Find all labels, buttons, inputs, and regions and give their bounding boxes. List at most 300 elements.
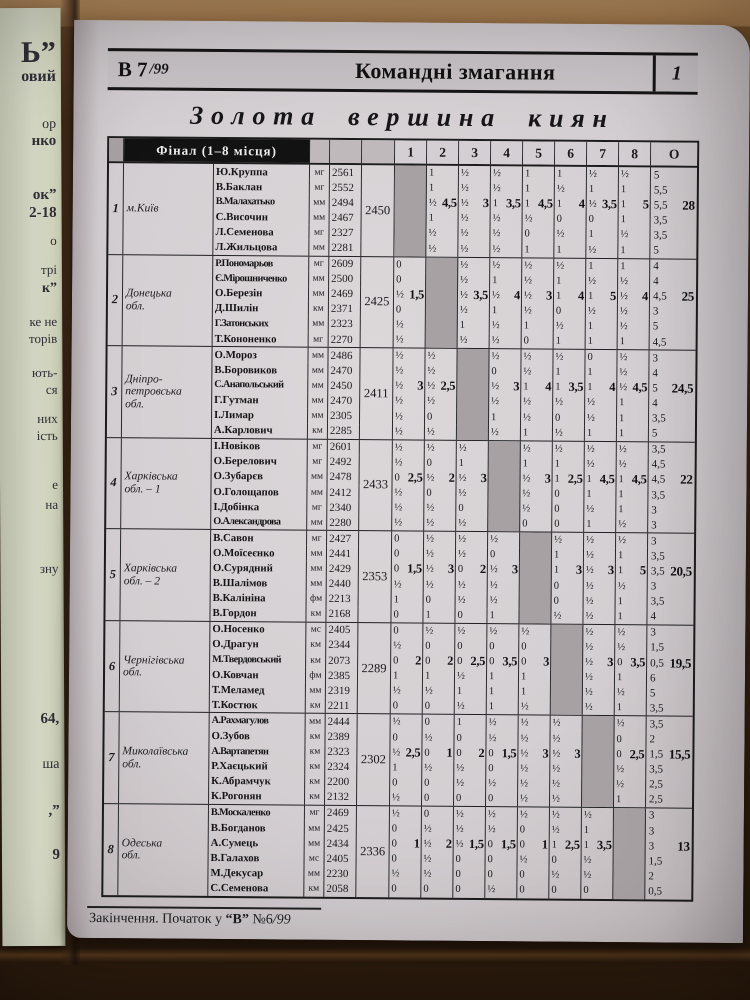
match-total: 3 xyxy=(543,654,550,669)
result-cell xyxy=(619,182,651,197)
result-cell xyxy=(617,442,649,457)
match-total: 1,5 xyxy=(500,837,516,852)
result-cell xyxy=(489,425,521,440)
adjacent-page xyxy=(0,8,65,946)
player-rating: 2281 xyxy=(329,240,361,255)
round-header-cell: 8 xyxy=(619,142,651,165)
board-result: ½ xyxy=(552,778,561,790)
team-rating: 2450 xyxy=(361,165,395,256)
bulletin-page xyxy=(67,20,750,943)
board-result: 0 xyxy=(587,352,593,364)
result-cell xyxy=(552,487,584,502)
result-cell xyxy=(618,304,650,319)
diagonal-cell xyxy=(551,624,584,715)
result-cell xyxy=(392,532,424,547)
result-cell xyxy=(550,731,582,746)
result-cell xyxy=(617,396,649,411)
match-total: 3,5 xyxy=(568,380,584,395)
board-result: ½ xyxy=(585,595,594,607)
board-result: ½ xyxy=(619,290,628,302)
result-cell xyxy=(393,348,425,363)
player-title: км xyxy=(309,302,329,317)
result-cell xyxy=(487,715,519,730)
result-cell xyxy=(583,700,615,715)
result-cell xyxy=(585,472,617,487)
board-result: 1 xyxy=(393,594,399,606)
match-total: 1,5 xyxy=(407,561,422,577)
board-result: 0 xyxy=(458,502,464,515)
board-result: ½ xyxy=(488,732,497,744)
board-result: ½ xyxy=(555,351,564,363)
board-result: 1 xyxy=(555,290,562,302)
player-total: 4,5 xyxy=(651,473,666,486)
board-result: ½ xyxy=(460,228,469,240)
board-result: ½ xyxy=(395,365,404,377)
team-total: 13 xyxy=(677,838,690,854)
result-cell xyxy=(522,318,554,333)
board-result: ½ xyxy=(458,442,467,454)
player-total: 5,5 xyxy=(653,184,668,197)
player-rating: 2340 xyxy=(327,500,359,515)
result-cell xyxy=(390,730,422,745)
result-cell xyxy=(617,380,649,395)
board-result: ½ xyxy=(551,869,560,882)
player-total: 4,5 xyxy=(652,290,667,303)
player-total: 3,5 xyxy=(651,443,666,456)
points-cell xyxy=(647,609,693,624)
board-result: 1 xyxy=(553,565,560,577)
match-total: 2 xyxy=(447,653,454,668)
result-cell xyxy=(550,791,582,806)
board-result: ½ xyxy=(423,838,432,850)
result-cell xyxy=(487,699,519,714)
board-result: ½ xyxy=(556,183,565,195)
board-result: 1 xyxy=(523,381,529,393)
match-total: 1 xyxy=(446,745,453,760)
result-cell xyxy=(552,563,584,578)
board-result: 0 xyxy=(455,854,461,866)
board-result: 1 xyxy=(524,243,530,255)
result-cell xyxy=(554,319,586,334)
player-rating: 2486 xyxy=(328,348,360,363)
result-cell xyxy=(554,273,586,288)
board-result: ½ xyxy=(393,640,402,652)
result-cell xyxy=(555,212,587,227)
board-result: 1 xyxy=(554,473,560,485)
board-result: ½ xyxy=(489,564,498,576)
board-result: ½ xyxy=(522,443,531,455)
board-result: ½ xyxy=(520,717,529,729)
player-rating: 2132 xyxy=(325,790,357,805)
board-result: ½ xyxy=(520,763,529,775)
player-total: 3,5 xyxy=(650,595,665,608)
page-title: Командні змагання xyxy=(354,58,556,85)
player-name: І.Добінка xyxy=(211,499,307,515)
result-cell xyxy=(458,241,490,256)
board-result: ½ xyxy=(394,442,403,454)
result-cell xyxy=(586,227,618,242)
result-cell xyxy=(550,853,582,868)
result-cell xyxy=(457,471,489,486)
board-result: 1 xyxy=(587,335,593,348)
board-result: ½ xyxy=(584,702,593,714)
result-cell xyxy=(489,395,521,410)
player-total: 3,5 xyxy=(649,702,664,715)
team-total: 25 xyxy=(681,289,695,305)
player-rating: 2561 xyxy=(330,165,362,180)
player-name: В.Москаленко xyxy=(209,805,305,821)
match-total: 3 xyxy=(447,562,454,577)
board-result: ½ xyxy=(553,610,562,622)
match-total: 4,5 xyxy=(631,472,647,487)
board-result: 0 xyxy=(519,869,525,881)
player-rating: 2441 xyxy=(327,546,359,561)
player-name: М.Декусар xyxy=(208,865,304,881)
player-rating: 2230 xyxy=(324,866,356,881)
page-header-bar xyxy=(108,48,698,95)
result-cell xyxy=(458,273,490,288)
board-result: ½ xyxy=(523,366,532,378)
team-block xyxy=(105,620,694,716)
board-result: ½ xyxy=(458,518,467,530)
board-result: ½ xyxy=(394,517,403,529)
result-cell xyxy=(521,441,553,456)
points-cell xyxy=(648,564,694,579)
match-total: 4,5 xyxy=(599,471,615,487)
board-result: ½ xyxy=(522,503,531,515)
result-cell xyxy=(618,274,650,289)
player-total: 4 xyxy=(652,367,658,380)
match-total: 1 xyxy=(413,836,420,851)
points-cell xyxy=(648,594,694,609)
board-result: ½ xyxy=(586,443,595,455)
player-title: мс xyxy=(306,622,326,637)
points-cell xyxy=(651,213,697,228)
board-result: 1 xyxy=(583,840,589,852)
board-result: ½ xyxy=(455,808,464,820)
player-title: км xyxy=(305,759,325,774)
result-cell xyxy=(488,578,520,593)
result-cell xyxy=(453,882,485,897)
player-title: мм xyxy=(309,240,329,255)
board-result: 0 xyxy=(523,335,529,347)
result-cell xyxy=(618,334,650,349)
board-result: 0 xyxy=(489,641,495,653)
player-name: В.Калініна xyxy=(211,591,307,607)
result-cell xyxy=(586,274,618,289)
result-cell xyxy=(554,258,586,273)
player-name: О.Драгун xyxy=(210,637,306,653)
result-cell xyxy=(422,760,454,775)
board-result: 0 xyxy=(583,885,589,897)
board-result: 0 xyxy=(455,884,461,896)
points-cell xyxy=(649,472,695,487)
result-cell xyxy=(614,792,646,807)
points-cell xyxy=(649,396,695,411)
match-total: 1,5 xyxy=(501,745,517,760)
points-cell xyxy=(649,381,695,396)
page-fragment: ся xyxy=(45,381,58,397)
board-result: ½ xyxy=(459,289,468,301)
player-name: О.Зубов xyxy=(209,728,305,744)
result-cell xyxy=(393,455,425,470)
result-cell xyxy=(488,593,520,608)
board-result: 1 xyxy=(554,458,560,470)
board-result: 1 xyxy=(619,336,625,348)
result-cell xyxy=(392,562,424,577)
result-cell xyxy=(422,837,454,852)
result-cell xyxy=(486,807,518,822)
result-cell xyxy=(392,577,424,592)
board-result: ½ xyxy=(491,351,500,363)
board-result: ½ xyxy=(457,549,466,561)
team-block xyxy=(105,528,694,624)
result-cell xyxy=(581,883,613,898)
board-result: ½ xyxy=(519,809,528,821)
page-fragment: ша xyxy=(42,756,60,772)
board-result: 0 xyxy=(391,853,397,865)
board-result: ½ xyxy=(394,502,403,514)
player-title: мм xyxy=(308,393,328,408)
result-cell xyxy=(487,608,519,623)
result-cell xyxy=(587,197,619,212)
board-result: ½ xyxy=(426,472,435,484)
player-name: Т.Меламед xyxy=(210,682,306,698)
result-cell xyxy=(615,609,647,624)
player-total: 3 xyxy=(651,504,657,517)
board-result: 0 xyxy=(394,533,400,545)
match-total: 2 xyxy=(448,470,455,485)
board-result: 1 xyxy=(488,671,495,683)
team-name-cell: Миколаївська обл. xyxy=(119,713,210,804)
board-result: ½ xyxy=(392,792,400,804)
result-cell xyxy=(522,242,554,257)
result-cell xyxy=(581,868,613,883)
result-cell xyxy=(457,456,489,471)
page-fragment: к” xyxy=(41,280,58,296)
board-result: ½ xyxy=(428,243,437,255)
result-cell xyxy=(522,258,554,273)
result-cell xyxy=(424,547,456,562)
board-result: ½ xyxy=(426,442,435,454)
result-cell xyxy=(585,425,617,440)
result-cell xyxy=(488,547,520,562)
result-cell xyxy=(619,167,651,182)
board-result: ½ xyxy=(616,763,625,775)
result-cell xyxy=(550,776,582,791)
player-title: мм xyxy=(308,378,328,393)
points-cell xyxy=(651,182,697,197)
board-result: ½ xyxy=(492,228,501,240)
board-result: ½ xyxy=(391,808,400,820)
board-result: 1 xyxy=(522,458,528,470)
match-total: 4 xyxy=(577,288,585,303)
result-cell xyxy=(422,822,454,837)
player-rating: 2434 xyxy=(325,836,357,851)
board-result: 0 xyxy=(616,748,622,760)
result-cell xyxy=(455,654,487,669)
board-result: ½ xyxy=(455,839,464,851)
board-result: 1 xyxy=(620,199,627,211)
board-result: 1 xyxy=(556,244,562,256)
result-cell xyxy=(393,379,425,394)
board-result: ½ xyxy=(456,762,465,774)
team-block xyxy=(103,803,692,899)
result-cell xyxy=(456,547,488,562)
player-total: 5 xyxy=(652,320,659,333)
result-cell xyxy=(422,852,454,867)
player-rating: 2412 xyxy=(327,485,359,500)
player-rating: 2478 xyxy=(328,470,360,485)
result-cell xyxy=(425,364,457,379)
page-fragment: ,” xyxy=(48,802,60,819)
page-fragment: ке не xyxy=(29,313,58,330)
team-name-cell: Одеська обл. xyxy=(118,804,209,895)
player-rating: 2469 xyxy=(329,287,361,302)
board-result: ½ xyxy=(522,488,531,500)
player-title: км xyxy=(305,774,325,789)
result-cell xyxy=(519,669,551,684)
player-title: мг xyxy=(310,180,330,195)
result-cell xyxy=(615,625,647,640)
board-result: ½ xyxy=(585,641,594,653)
board-result: 1 xyxy=(586,519,592,531)
board-result: 0 xyxy=(554,488,560,500)
result-cell xyxy=(485,883,517,898)
footnote-prefix: Закінчення. Початок у xyxy=(89,910,223,927)
board-result: 1 xyxy=(616,702,623,714)
round-header-cell: 6 xyxy=(555,142,587,165)
result-cell xyxy=(424,486,456,501)
match-total: 3 xyxy=(607,655,614,670)
board-result: ½ xyxy=(585,626,594,638)
board-result: 0 xyxy=(426,487,432,499)
result-cell xyxy=(517,868,549,883)
round-header-cell: 1 xyxy=(395,140,427,163)
result-cell xyxy=(586,242,618,257)
board-result: 0 xyxy=(424,700,431,712)
match-total: 3,5 xyxy=(473,287,489,302)
result-cell xyxy=(486,791,518,806)
player-title: мг xyxy=(309,256,329,271)
points-cell xyxy=(650,243,696,258)
board-result: ½ xyxy=(424,732,433,744)
board-result: 1 xyxy=(428,167,435,179)
board-result: ½ xyxy=(587,305,596,317)
player-total: 3,5 xyxy=(649,718,664,731)
place-cell: 5 xyxy=(105,529,121,620)
result-cell xyxy=(518,791,550,806)
result-cell xyxy=(390,852,422,867)
match-total: 4,5 xyxy=(537,196,553,211)
result-cell xyxy=(519,639,551,654)
board-result: 0 xyxy=(393,609,399,621)
result-cell xyxy=(422,745,454,760)
player-rating: 2385 xyxy=(326,668,358,683)
result-cell xyxy=(458,303,490,318)
board-result: 0 xyxy=(556,213,562,226)
team-name-cell: Харківська обл. – 2 xyxy=(120,529,211,620)
match-total: 3 xyxy=(575,563,582,578)
player-rating: 2467 xyxy=(330,210,362,225)
board-result: ½ xyxy=(424,762,433,774)
board-result: ½ xyxy=(524,259,533,272)
player-title: мм xyxy=(307,576,327,591)
footnote-issue-year: /99 xyxy=(272,911,291,928)
player-total: 4 xyxy=(652,397,658,410)
result-cell xyxy=(423,623,455,638)
result-cell xyxy=(584,548,616,563)
board-result: 0 xyxy=(487,869,493,881)
page-fragment: зну xyxy=(39,560,59,576)
title-column-header xyxy=(310,140,330,163)
result-cell xyxy=(459,196,491,211)
player-name: Д.Шилін xyxy=(213,301,309,317)
team-name-cell: Чернігівська обл. xyxy=(120,621,211,712)
player-name: Л.Семенова xyxy=(213,224,309,240)
result-cell xyxy=(587,212,619,227)
issue-year: /99 xyxy=(149,60,169,78)
player-name: В.Савон xyxy=(211,530,307,546)
board-result: ½ xyxy=(587,412,595,424)
round-header-cell: 2 xyxy=(427,141,459,164)
board-result: 1 xyxy=(553,550,560,562)
board-result: ½ xyxy=(519,854,528,866)
player-rating: 2494 xyxy=(330,195,362,210)
player-total: 2 xyxy=(648,870,654,883)
result-cell xyxy=(518,853,550,868)
player-name: В.Малахатько xyxy=(214,194,310,210)
round-header-cell: 7 xyxy=(587,142,619,165)
result-cell xyxy=(389,867,421,882)
result-cell xyxy=(585,395,617,410)
board-result: ½ xyxy=(395,380,404,392)
board-result: ½ xyxy=(492,183,501,195)
result-cell xyxy=(424,577,456,592)
board-result: ½ xyxy=(552,763,561,775)
board-result: ½ xyxy=(520,701,529,713)
board-result: 0 xyxy=(391,838,397,850)
player-total: 3,5 xyxy=(653,214,668,227)
player-total: 3 xyxy=(652,305,659,318)
result-cell xyxy=(522,227,554,242)
player-total: 6 xyxy=(649,672,656,685)
board-result: 1 xyxy=(588,184,595,196)
board-result: ½ xyxy=(395,289,404,301)
board-result: ½ xyxy=(619,321,628,333)
player-total: 5 xyxy=(649,687,656,700)
player-name: С.Анапольський xyxy=(212,377,308,393)
player-name: В.Богданов xyxy=(209,820,305,836)
player-title: мм xyxy=(308,363,328,378)
footnote-journal: “В” xyxy=(225,911,249,927)
board-result: ½ xyxy=(620,275,629,287)
result-cell xyxy=(394,332,426,347)
result-cell xyxy=(489,364,521,379)
board-result: ½ xyxy=(491,396,500,408)
board-result: 1 xyxy=(425,609,431,621)
points-cell xyxy=(647,625,693,640)
board-result: ½ xyxy=(395,319,404,331)
player-name: О.Берелович xyxy=(212,454,308,470)
page-fragment: на xyxy=(45,496,59,512)
player-total: 5 xyxy=(652,382,658,395)
player-title: мм xyxy=(307,561,327,576)
wood-table-background xyxy=(0,948,750,962)
board-result: ½ xyxy=(617,626,626,639)
board-result: 1 xyxy=(616,672,623,684)
result-cell xyxy=(425,349,457,364)
